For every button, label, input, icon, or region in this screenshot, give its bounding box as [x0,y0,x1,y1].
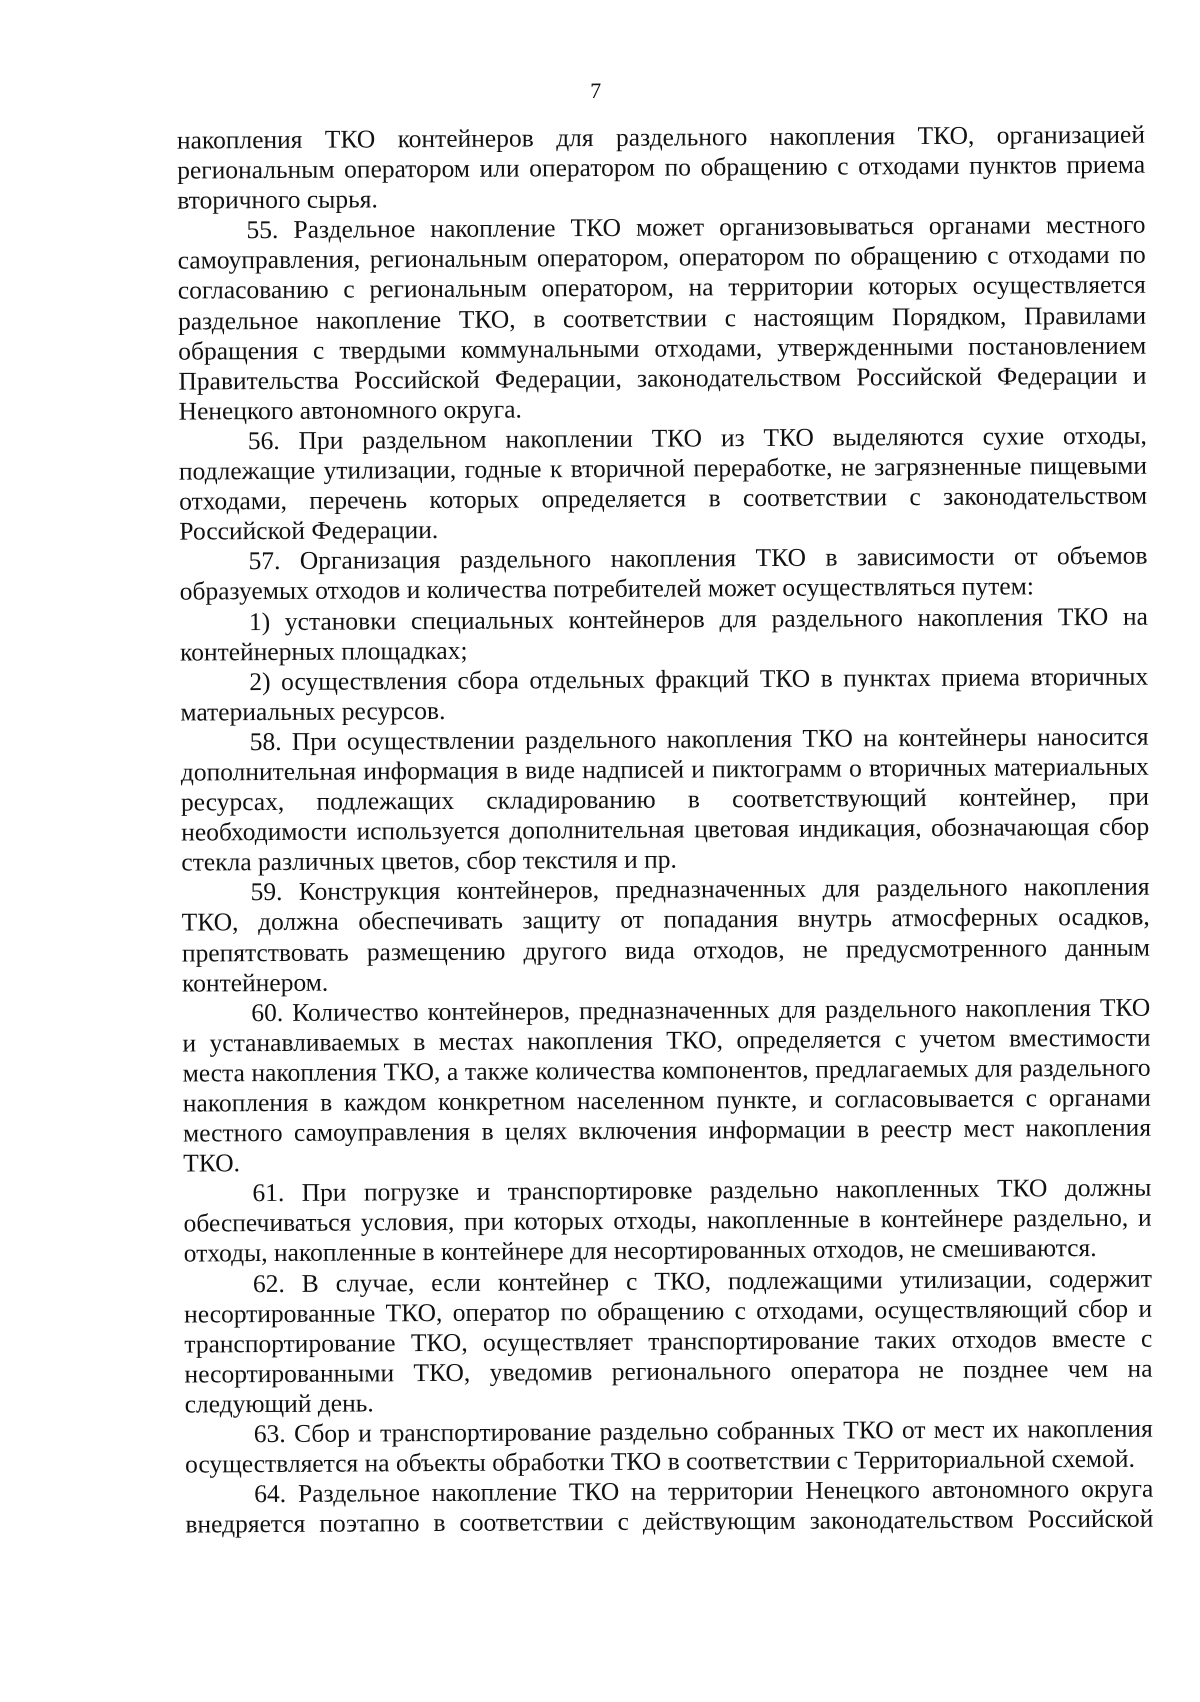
paragraph-63: 63. Сбор и транспортирование раздельно собранных ТКО от мест их накопления осуществляется на объекты обработки ТКО в соответствии с Территориальной схемой. [184,1413,1153,1479]
page-number: 7 [590,77,602,104]
paragraph-59: 59. Конструкция контейнеров, предназначенных для раздельного накопления ТКО, должна обеспечивать защиту от попадания внутрь атмосферных осадков, препятствовать размещению другого вида отходов, не предусмотренного данным контейнером. [181,871,1150,998]
paragraph-61: 61. При погрузке и транспортировке раздельно накопленных ТКО должны обеспечиваться условия, при которых отходы, накопленные в контейнере раздельно, и отходы, накопленные в контейнере для несортированных отходов, не смешиваются. [183,1172,1152,1269]
paragraph-continuation: накопления ТКО контейнеров для раздельного накопления ТКО, организацией региональным оператором или оператором по обращению с отходами пунктов приема вторичного сырья. [176,119,1146,215]
paragraph-62: 62. В случае, если контейнер с ТКО, подлежащими утилизации, содержит несортированные ТКО, оператор по обращению с отходами, осуществляющий сбор и транспортирование ТКО, осуществляет транспортирование таких отходов вместе с несортированными ТКО, уведомив регионального оператора не позднее чем на следующий день. [184,1263,1153,1419]
paragraph-56: 56. При раздельном накоплении ТКО из ТКО выделяются сухие отходы, подлежащие утилизации, годные к вторичной переработке, не загрязненные пищевыми отходами, перечень которых определяется в соответствии с законодательством Российской Федерации. [178,420,1148,546]
document-body [177,120,1154,1540]
paragraph-58: 58. При осуществлении раздельного накопления ТКО на контейнеры наносится дополнительная информация в виде надписей и пиктограмм о вторичных материальных ресурсах, подлежащих складированию в соответствующий контейнер, при необходимости используется дополнительная цветовая индикация, обозначающая сбор стекла различных цветов, сбор текстиля и пр. [180,721,1150,877]
paragraph-57: 57. Организация раздельного накопления ТКО в зависимости от объемов образуемых отходов и количества потребителей может осуществляться путем: [179,540,1148,606]
paragraph-64: 64. Раздельное накопление ТКО на территории Ненецкого автономного округа внедряется поэтапно в соответствии с действующим законодательством Российской [185,1473,1154,1539]
paragraph-60: 60. Количество контейнеров, предназначенных для раздельного накопления ТКО и устанавливаемых в местах накопления ТКО, определяется с учетом вместимости места накопления ТКО, а также количества компонентов, предлагаемых для раздельного накопления в каждом конкретном населенном пункте, и согласовывается с органами местного самоуправления в целях включения информации в реестр мест накопления ТКО. [182,992,1152,1178]
paragraph-55: 55. Раздельное накопление ТКО может организовываться органами местного самоуправления, региональным оператором, оператором по обращению с отходами по согласованию с региональным оператором, на территории которых осуществляется раздельное накопление ТКО, в соответствии с настоящим Порядком, Правилами обращения с твердыми коммунальными отходами, утвержденными постановлением Правительства Российской Федерации, законодательством Российской Федерации и Ненецкого автономного округа. [177,209,1147,426]
paragraph-57-item-2: 2) осуществления сбора отдельных фракций ТКО в пунктах приема вторичных материальных ресурсов. [180,661,1149,727]
paragraph-57-item-1: 1) установки специальных контейнеров для раздельного накопления ТКО на контейнерных площадках; [179,601,1148,667]
